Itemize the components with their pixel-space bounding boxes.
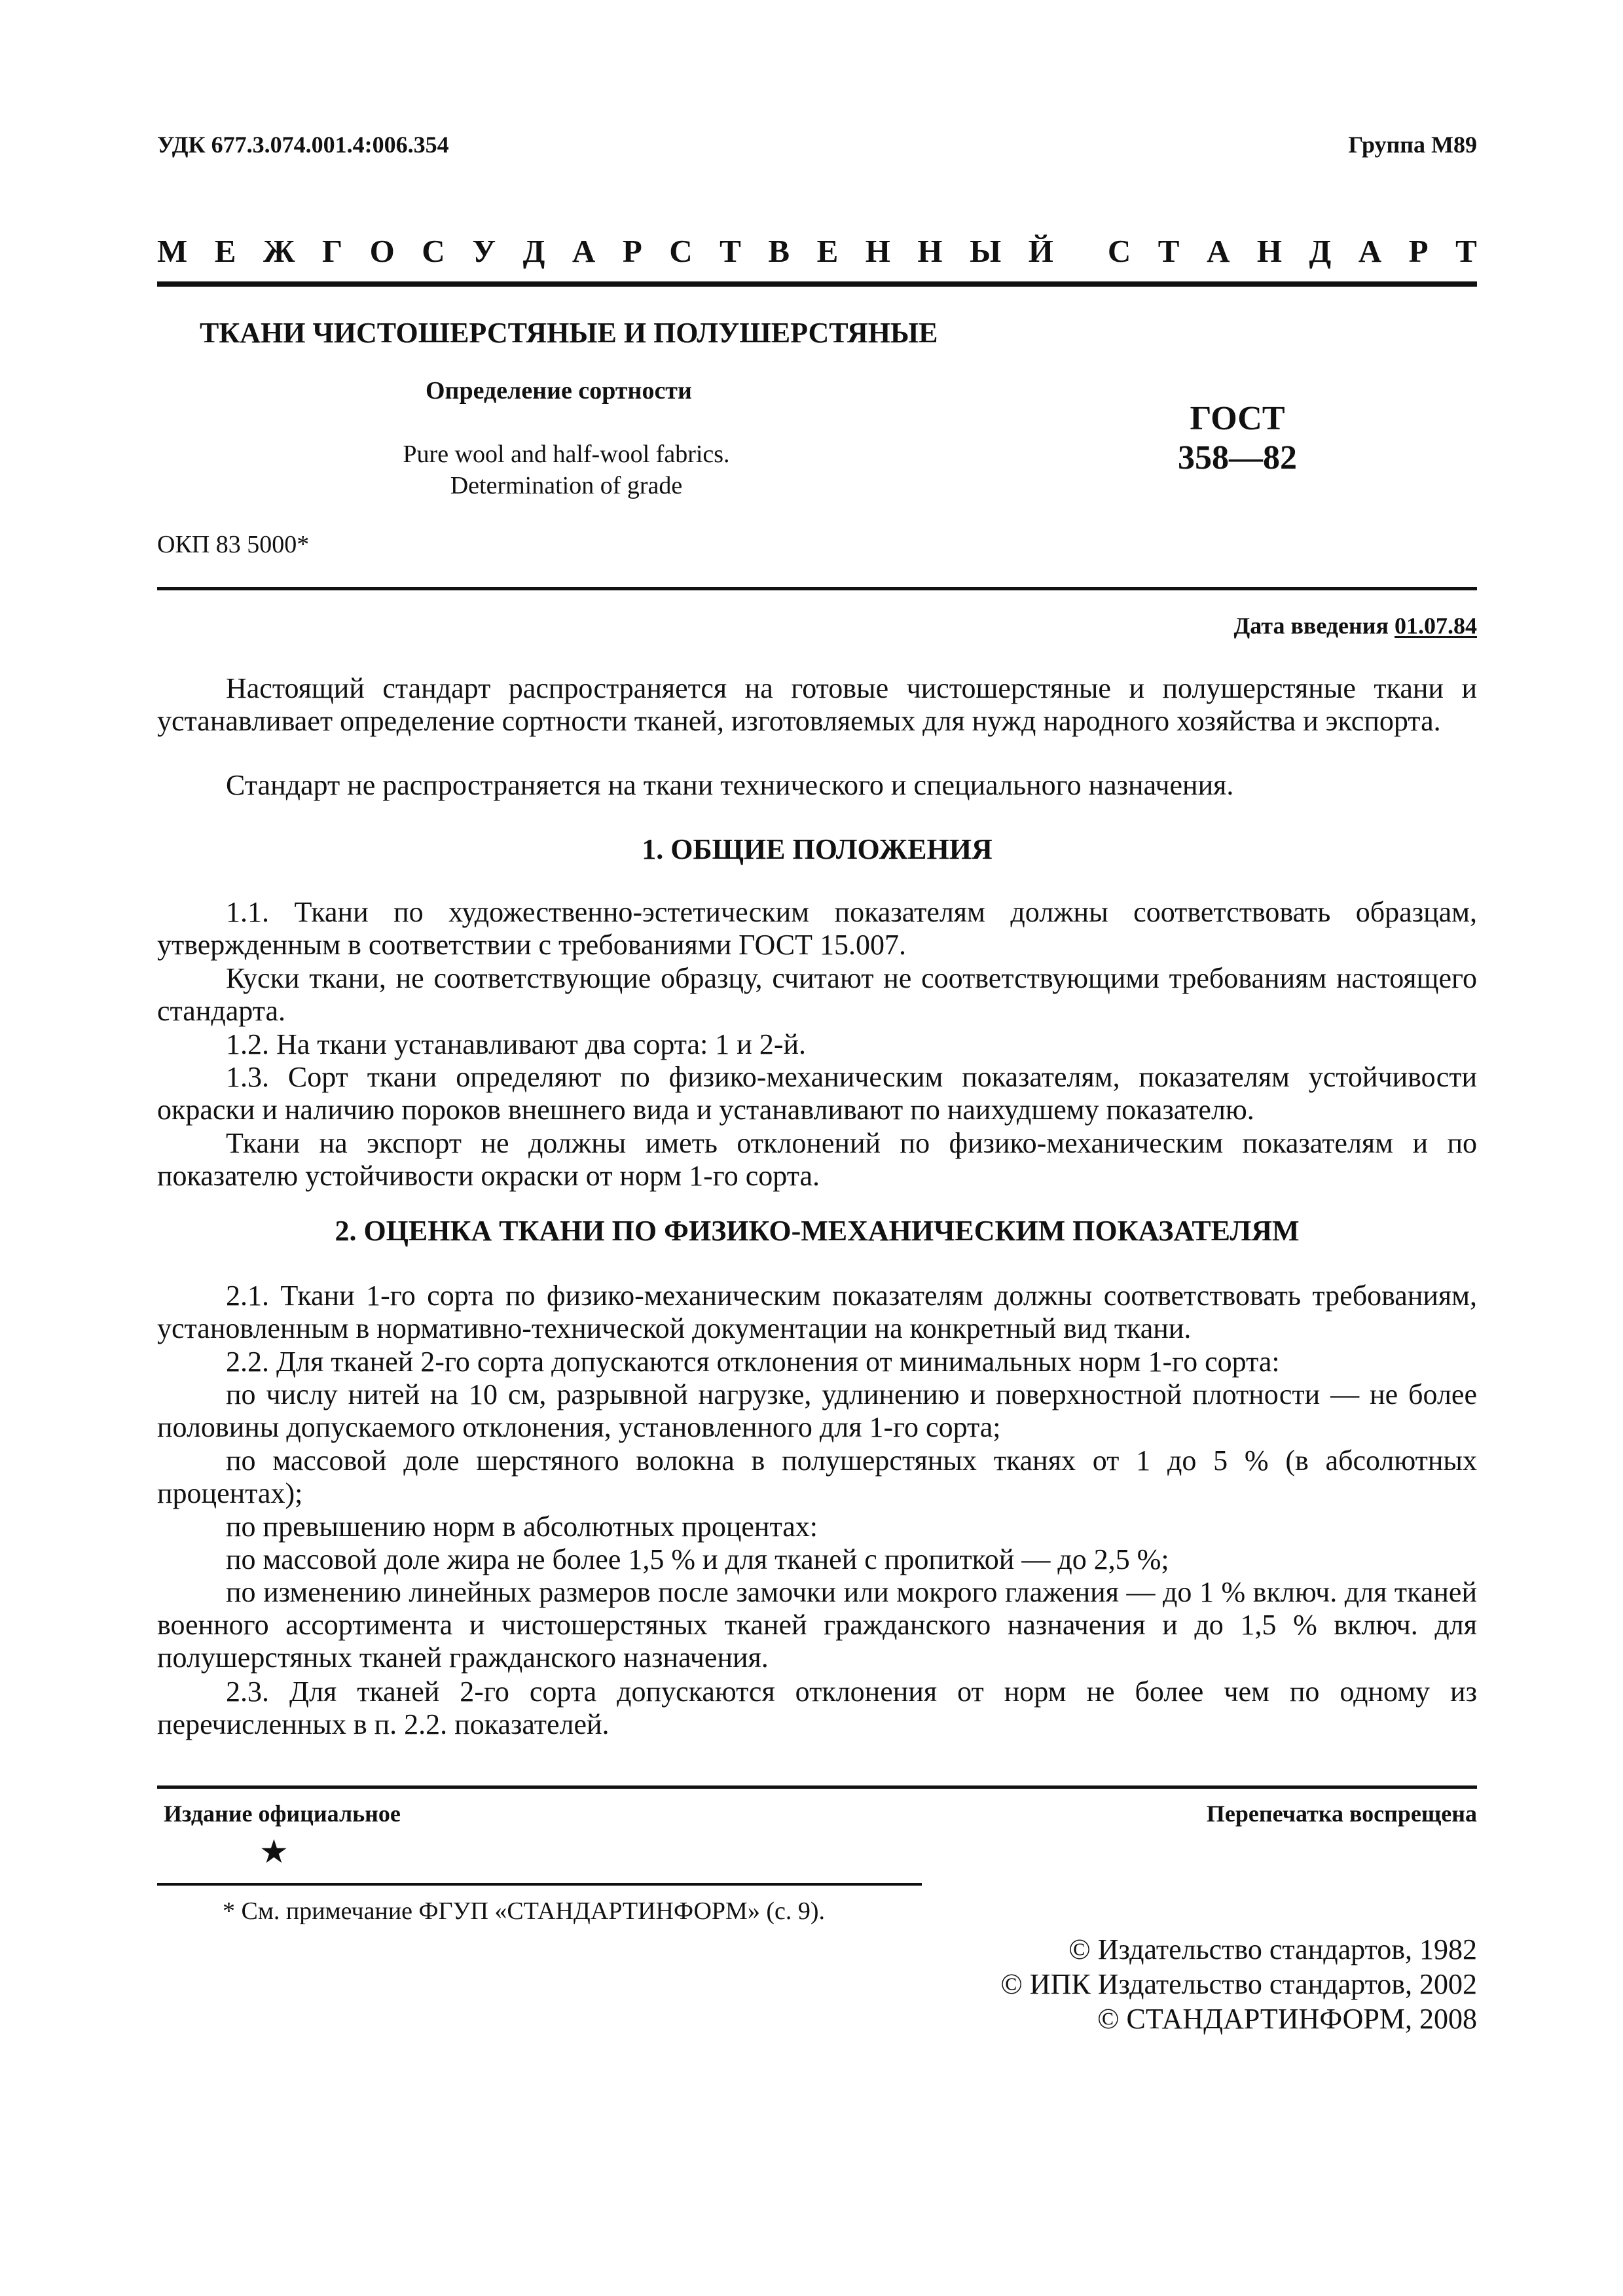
banner-letter: Н (865, 233, 890, 269)
banner-letter: Е (214, 233, 236, 269)
banner-letter: В (768, 233, 790, 269)
gost-designation (1159, 399, 1316, 478)
section-heading: 2. ОЦЕНКА ТКАНИ ПО ФИЗИКО-МЕХАНИЧЕСКИМ ПОКАЗАТЕЛЯМ (335, 1215, 1300, 1247)
banner-letter: Г (321, 233, 343, 269)
top-rule (157, 281, 1477, 287)
banner-letter: Т (720, 233, 741, 269)
banner-letter: Д (522, 233, 545, 269)
banner-letter: С (422, 233, 445, 269)
clause-paragraph: по числу нитей на 10 см, разрывной нагрузке, удлинению и поверхностной плотности — не более половины допускаемого отклонения, установленного для 1-го сорта; (157, 1378, 1477, 1443)
udk-code: УДК 677.3.074.001.4:006.354 (157, 132, 449, 158)
banner-letter: А (572, 233, 596, 269)
gost-label: ГОСТ (1190, 400, 1285, 437)
english-title-line: Determination of grade (450, 472, 683, 499)
clause-paragraph: по массовой доле шерстяного волокна в полушерстяных тканях от 1 до 5 % (в абсолютных процентах); (157, 1444, 1477, 1509)
document-title: ТКАНИ ЧИСТОШЕРСТЯНЫЕ И ПОЛУШЕРСТЯНЫЕ (200, 317, 938, 349)
clause-paragraph: по превышению норм в абсолютных процентах: (226, 1511, 818, 1543)
banner-letter: О (369, 233, 395, 269)
gost-number: 358—82 (1178, 439, 1297, 476)
star-icon: ★ (259, 1833, 289, 1870)
english-title-line: Pure wool and half-wool fabrics. (403, 440, 730, 468)
clause-paragraph: 2.2. Для тканей 2-го сорта допускаются отклонения от минимальных норм 1-го сорта: (226, 1346, 1280, 1378)
copyright-block (1000, 1932, 1477, 2036)
banner-letter: Д (1309, 233, 1332, 269)
copyright-line: © Издательство стандартов, 1982 (1068, 1933, 1477, 1965)
group-code: Группа М89 (1348, 132, 1477, 158)
banner-letter: Ж (263, 233, 295, 269)
banner-letter: Й (1028, 233, 1053, 269)
footnote: * См. примечание ФГУП «СТАНДАРТИНФОРМ» (с. 9). (223, 1897, 826, 1925)
banner-letter: Е (816, 233, 839, 269)
copyright-line: © СТАНДАРТИНФОРМ, 2008 (1097, 2003, 1477, 2035)
clause-paragraph: 2.3. Для тканей 2-го сорта допускаются отклонения от норм не более чем по одному из перечисленных в п. 2.2. показателей. (157, 1676, 1477, 1740)
date-label: Дата введения (1233, 613, 1389, 639)
clause-paragraph: 2.1. Ткани 1-го сорта по физико-механическим показателям должны соответствовать требованиям, установленным в нормативно-технической документации на конкретный вид ткани. (157, 1280, 1477, 1344)
banner-letter: Т (1158, 233, 1180, 269)
bottom-rule (157, 1785, 1477, 1789)
banner-letter: С (1107, 233, 1131, 269)
banner-letter: А (1206, 233, 1230, 269)
clause-paragraph: Куски ткани, не соответствующие образцу, считают не соответствующими требованиям настоящего стандарта. (157, 962, 1477, 1027)
intro-paragraph: Настоящий стандарт распространяется на готовые чистошерстяные и полушерстяные ткани и устанавливает определение сортности тканей, изготовляемых для нужд народного хозяйства и экспорта. (157, 672, 1477, 737)
banner-letter: А (1358, 233, 1382, 269)
introduction-date (1234, 612, 1478, 639)
clause-paragraph: 1.1. Ткани по художественно-эстетическим показателям должны соответствовать образцам, утвержденным в соответствии с требованиями ГОСТ 15.007. (157, 896, 1477, 961)
footnote-rule (157, 1883, 922, 1886)
clause-paragraph: по изменению линейных размеров после замочки или мокрого глажения — до 1 % включ. для тканей военного ассортимента и чистошерстяных тканей гражданского назначения и до 1,5 % включ. для полушерстяных тканей гражданского назначения. (157, 1576, 1477, 1674)
english-title (340, 439, 792, 501)
clause-paragraph: Ткани на экспорт не должны иметь отклонений по физико-механическим показателям и по показателю устойчивости окраски от норм 1-го сорта. (157, 1127, 1477, 1192)
date-value: 01.07.84 (1395, 613, 1477, 639)
banner-letter: Р (1408, 233, 1429, 269)
intro-paragraph: Стандарт не распространяется на ткани технического и специального назначения. (226, 769, 1234, 801)
official-edition-label: Издание официальное (164, 1801, 401, 1827)
interstate-standard-banner (157, 232, 1477, 270)
okp-code: ОКП 83 5000* (157, 531, 310, 558)
banner-letter: Ы (970, 233, 1002, 269)
banner-letter: Р (622, 233, 642, 269)
banner-letter: У (472, 233, 496, 269)
reprint-prohibited-label: Перепечатка воспрещена (1206, 1801, 1477, 1827)
banner-letter: Н (1256, 233, 1282, 269)
document-subtitle: Определение сортности (426, 377, 692, 404)
banner-letter: Н (917, 233, 943, 269)
clause-paragraph: 1.2. На ткани устанавливают два сорта: 1 и 2-й. (226, 1028, 807, 1060)
copyright-line: © ИПК Издательство стандартов, 2002 (1000, 1968, 1477, 2000)
clause-paragraph: по массовой доле жира не более 1,5 % и для тканей с пропиткой — до 2,5 %; (226, 1543, 1169, 1575)
banner-letter: Т (1455, 233, 1477, 269)
clause-paragraph: 1.3. Сорт ткани определяют по физико-механическим показателям, показателям устойчивости окраски и наличию пороков внешнего вида и устанавливают по наихудшему показателю. (157, 1061, 1477, 1126)
section-heading: 1. ОБЩИЕ ПОЛОЖЕНИЯ (642, 833, 993, 865)
banner-letter: С (669, 233, 693, 269)
middle-rule (157, 587, 1477, 590)
banner-letter: М (157, 233, 188, 269)
